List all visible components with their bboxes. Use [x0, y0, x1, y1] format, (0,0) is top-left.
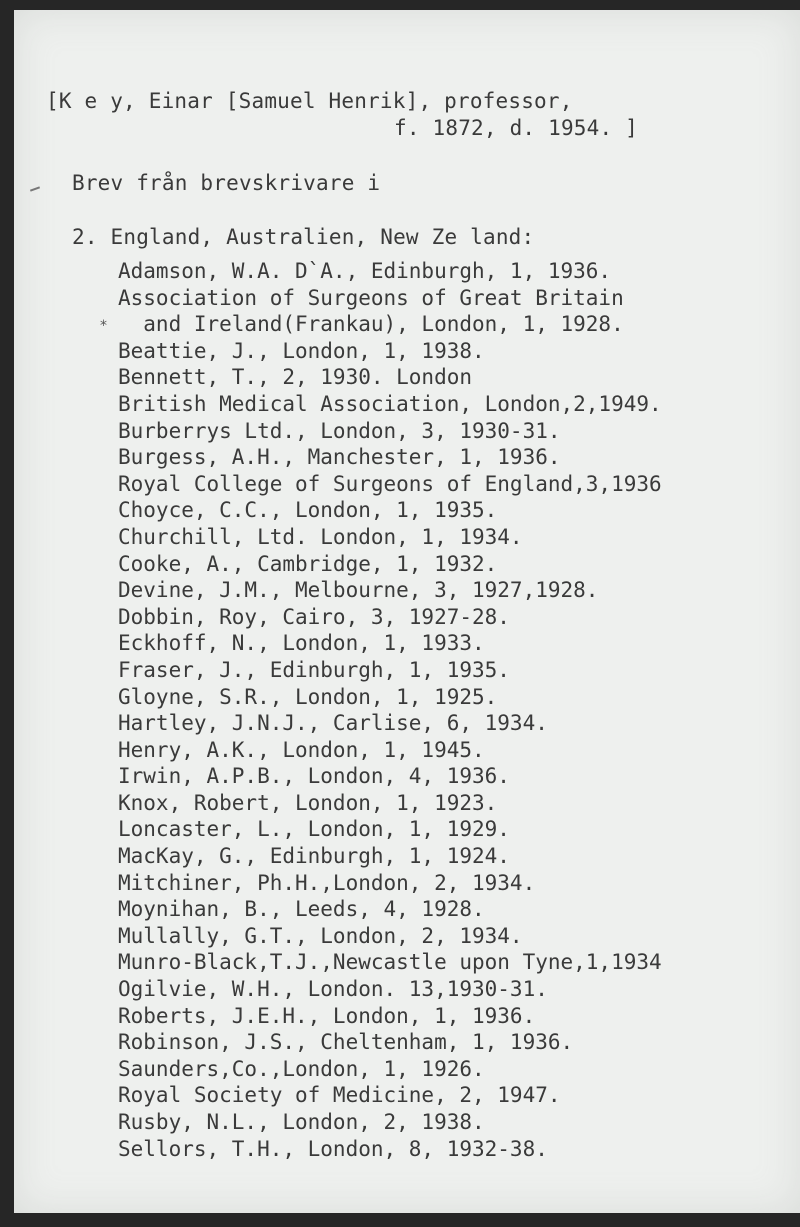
- correspondent-entry: and Ireland(Frankau), London, 1, 1928.: [118, 312, 624, 337]
- correspondent-entry: Sellors, T.H., London, 8, 1932-38.: [118, 1136, 548, 1161]
- correspondent-entry: Robinson, J.S., Cheltenham, 1, 1936.: [118, 1030, 574, 1055]
- correspondent-entry: Knox, Robert, London, 1, 1923.: [118, 790, 498, 815]
- correspondent-entry: Henry, A.K., London, 1, 1945.: [118, 737, 485, 762]
- correspondent-entry: Rusby, N.L., London, 2, 1938.: [118, 1110, 485, 1134]
- heading-line-2: f. 1872, d. 1954. ]: [394, 116, 639, 140]
- correspondent-entry: Choyce, C.C., London, 1, 1935.: [118, 498, 498, 523]
- correspondent-entry: Bennett, T., 2, 1930. London: [118, 365, 473, 390]
- section-intro: Brev från brevskrivare i: [72, 171, 381, 195]
- correspondent-entry: Burgess, A.H., Manchester, 1, 1936.: [118, 445, 561, 470]
- correspondent-entry: Association of Surgeons of Great Britain: [118, 285, 624, 310]
- correspondent-entry: Churchill, Ltd. London, 1, 1934.: [118, 524, 523, 549]
- correspondent-entry: Adamson, W.A. D`A., Edinburgh, 1, 1936.: [118, 259, 612, 283]
- correspondent-entry: Mitchiner, Ph.H.,London, 2, 1934.: [118, 870, 536, 895]
- correspondent-list: [118, 258, 662, 1162]
- correspondent-entry: Irwin, A.P.B., London, 4, 1936.: [118, 764, 510, 789]
- correspondent-entry: Dobbin, Roy, Cairo, 3, 1927-28.: [118, 604, 510, 629]
- correspondent-entry: Mullally, G.T., London, 2, 1934.: [118, 923, 523, 948]
- correspondent-entry: Cooke, A., Cambridge, 1, 1932.: [118, 551, 498, 576]
- heading-line-1: [K e y, Einar [Samuel Henrik], professor,: [46, 89, 573, 113]
- correspondent-entry: MacKay, G., Edinburgh, 1, 1924.: [118, 844, 510, 869]
- correspondent-entry: British Medical Association, London,2,1949.: [118, 391, 662, 416]
- correspondent-entry: Hartley, J.N.J., Carlise, 6, 1934.: [118, 711, 548, 736]
- correspondent-entry: Gloyne, S.R., London, 1, 1925.: [118, 684, 498, 709]
- correspondent-entry: Munro-Black,T.J.,Newcastle upon Tyne,1,1934: [118, 950, 662, 975]
- correspondent-entry: Royal College of Surgeons of England,3,1936: [118, 471, 662, 496]
- correspondent-entry: Ogilvie, W.H., London. 13,1930-31.: [118, 977, 548, 1002]
- correspondent-entry: Beattie, J., London, 1, 1938.: [118, 338, 485, 363]
- section-title: 2. England, Australien, New Ze land:: [72, 225, 535, 249]
- correspondent-entry: Burberrys Ltd., London, 3, 1930-31.: [118, 418, 561, 443]
- correspondent-entry: Fraser, J., Edinburgh, 1, 1935.: [118, 657, 510, 682]
- correspondent-entry: Devine, J.M., Melbourne, 3, 1927,1928.: [118, 578, 599, 603]
- margin-asterisk: *: [100, 318, 107, 334]
- correspondent-entry: Loncaster, L., London, 1, 1929.: [118, 817, 510, 842]
- correspondent-entry: Eckhoff, N., London, 1, 1933.: [118, 631, 485, 656]
- correspondent-entry: Saunders,Co.,London, 1, 1926.: [118, 1056, 485, 1081]
- correspondent-entry: Royal Society of Medicine, 2, 1947.: [118, 1083, 561, 1108]
- correspondent-entry: Moynihan, B., Leeds, 4, 1928.: [118, 897, 485, 922]
- correspondent-entry: Roberts, J.E.H., London, 1, 1936.: [118, 1003, 536, 1028]
